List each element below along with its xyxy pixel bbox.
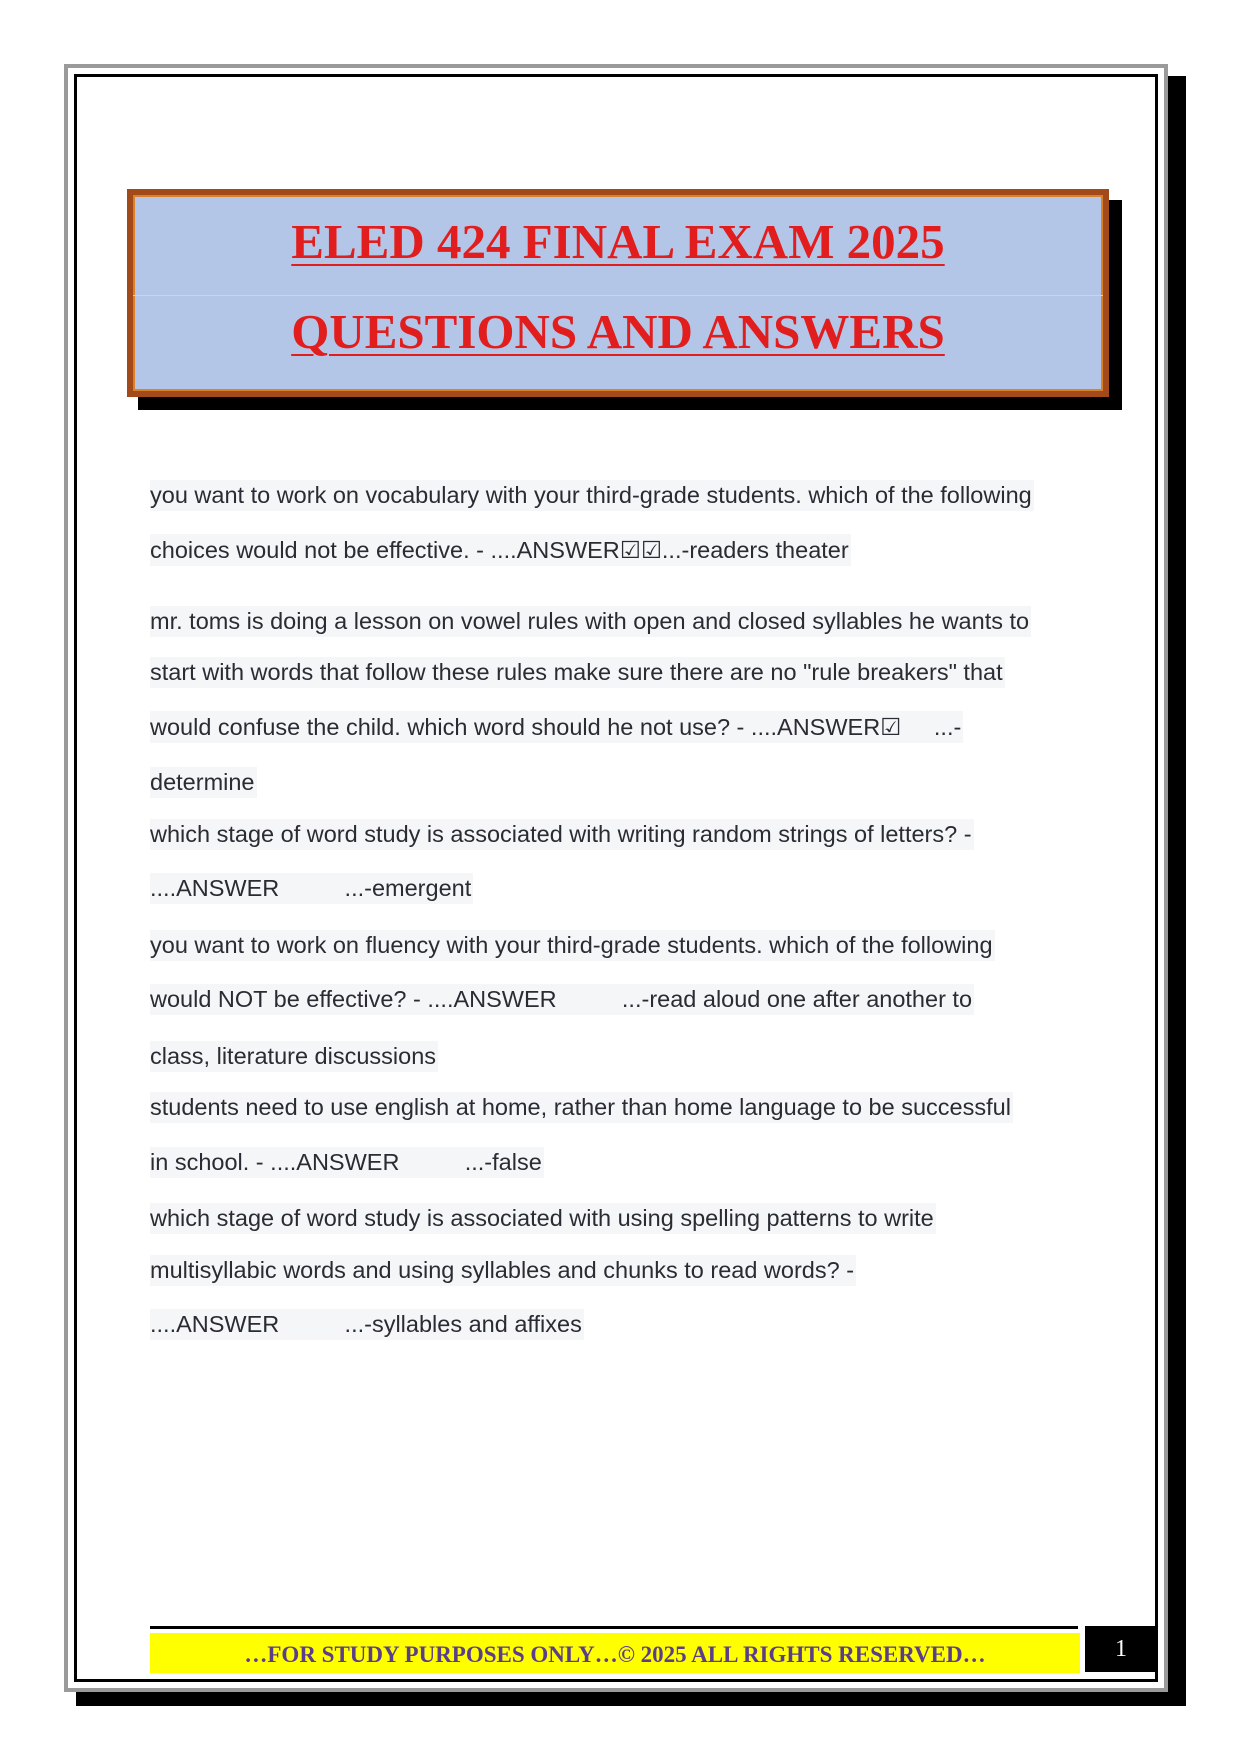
- qa-2-line-3: would confuse the child. which word should he not use? - ....ANSWER☑ ...-: [150, 711, 963, 743]
- page-number: 1: [1085, 1626, 1157, 1672]
- qa-1-line-2: choices would not be effective. - ....ANSWER☑☑...-readers theater: [150, 534, 851, 566]
- qa-5-line-2: in school. - ....ANSWER ...-false: [150, 1147, 544, 1178]
- qa-6-line-2: multisyllabic words and using syllables and chunks to read words? -: [150, 1255, 856, 1286]
- footer-rule: [150, 1626, 1078, 1629]
- qa-4-line-2: would NOT be effective? - ....ANSWER ...-read aloud one after another to: [150, 984, 974, 1015]
- qa-4-line-1: you want to work on fluency with your third-grade students. which of the following: [150, 930, 995, 961]
- qa-2-line-2: start with words that follow these rules make sure there are no "rule breakers" that: [150, 657, 1005, 688]
- qa-6-line-3: ....ANSWER ...-syllables and affixes: [150, 1309, 584, 1340]
- title-divider: [133, 295, 1103, 296]
- qa-3-line-1: which stage of word study is associated with writing random strings of letters? -: [150, 819, 974, 850]
- qa-5-line-1: students need to use english at home, rather than home language to be successful: [150, 1092, 1013, 1123]
- footer-notice: …FOR STUDY PURPOSES ONLY…© 2025 ALL RIGHTS RESERVED…: [150, 1633, 1080, 1673]
- qa-1-line-1: you want to work on vocabulary with your third-grade students. which of the following: [150, 480, 1034, 511]
- qa-3-line-2: ....ANSWER ...-emergent: [150, 873, 473, 904]
- qa-2-line-4: determine: [150, 767, 257, 798]
- qa-6-line-1: which stage of word study is associated with using spelling patterns to write: [150, 1203, 936, 1234]
- qa-4-line-3: class, literature discussions: [150, 1041, 438, 1072]
- title-line-2: QUESTIONS AND ANSWERS: [291, 304, 945, 359]
- title-box: [127, 189, 1109, 397]
- title-line-1: ELED 424 FINAL EXAM 2025: [291, 214, 945, 269]
- qa-2-line-1: mr. toms is doing a lesson on vowel rules with open and closed syllables he wants to: [150, 606, 1031, 637]
